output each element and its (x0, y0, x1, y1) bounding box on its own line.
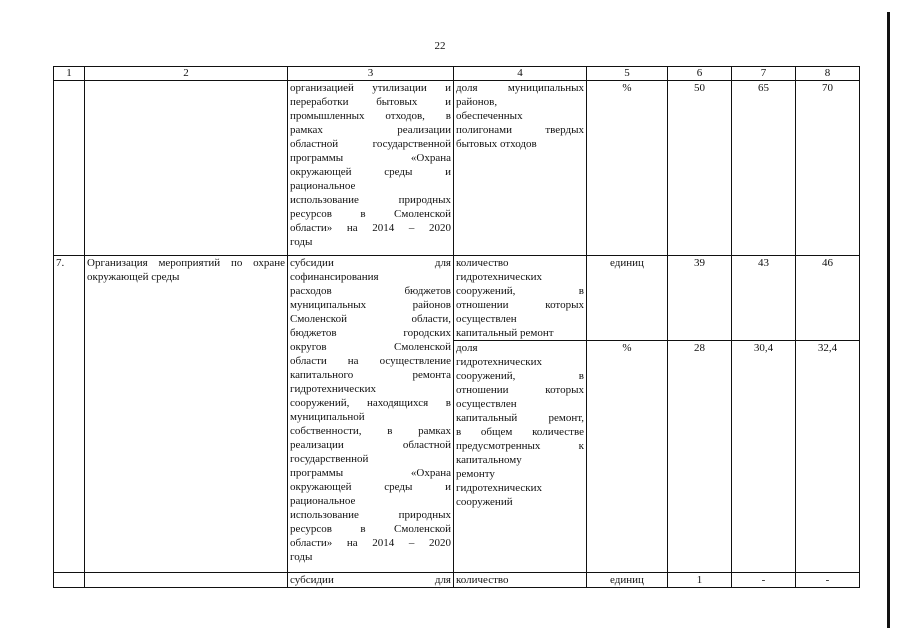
text-line: ресурсов в Смоленской (290, 523, 451, 535)
text-line: промышленных отходов, в (290, 110, 451, 122)
text-line: государственной (290, 453, 369, 465)
text-line: капитальный ремонт, (456, 412, 584, 424)
text-line: ремонту (456, 468, 495, 480)
text-line: капитальному (456, 454, 522, 466)
text-line: обеспеченных (456, 110, 523, 122)
header-cell: 2 (85, 67, 288, 81)
table-header-row (54, 67, 860, 81)
text-line: рациональное (290, 180, 356, 192)
text-line: предусмотренных к (456, 440, 584, 452)
text-line: количество (456, 574, 509, 586)
text-line: субсидии для (290, 574, 451, 586)
text-line: сооружений, в (456, 285, 584, 297)
description-cell (288, 81, 454, 256)
header-cell: 7 (732, 67, 796, 81)
text-line: осуществлен (456, 398, 517, 410)
indicator-cell (454, 341, 587, 573)
text-line: гидротехнических (290, 383, 376, 395)
text-line: в общем количестве (456, 426, 584, 438)
unit-cell: % (587, 81, 668, 256)
text-line: собственности, в рамках (290, 425, 451, 437)
text-line: окружающей среды и (290, 481, 451, 493)
text-line: области на осуществление (290, 355, 451, 367)
text-line: муниципальной (290, 411, 365, 423)
activity-name: Организация мероприятий по охране окружающей среды (87, 257, 285, 283)
text-line: отношении которых (456, 384, 584, 396)
row-number-cell (54, 81, 85, 256)
unit-cell: единиц (587, 256, 668, 341)
text-line: областной государственной (290, 138, 451, 150)
text-line: годы (290, 236, 313, 248)
value-cell: - (796, 573, 860, 588)
text-line: районов, (456, 96, 498, 108)
unit-cell: % (587, 341, 668, 573)
text-line: использование природных (290, 194, 451, 206)
header-cell: 6 (668, 67, 732, 81)
text-line: ресурсов в Смоленской (290, 208, 451, 220)
activity-name-cell (85, 573, 288, 588)
text-line: использование природных (290, 509, 451, 521)
text-line: программы «Охрана (290, 467, 451, 479)
text-line: расходов бюджетов (290, 285, 451, 297)
description-cell (288, 573, 454, 588)
text-line: гидротехнических (456, 271, 542, 283)
text-line: округов Смоленской (290, 341, 451, 353)
right-margin-rule (887, 12, 890, 628)
text-line: муниципальных районов (290, 299, 451, 311)
row-number-cell: 7. (54, 256, 85, 573)
program-table (53, 66, 860, 588)
value-cell: 1 (668, 573, 732, 588)
text-line: бюджетов городских (290, 327, 451, 339)
value-cell: 39 (668, 256, 732, 341)
indicator-cell (454, 256, 587, 341)
table-row (54, 256, 860, 341)
header-cell: 3 (288, 67, 454, 81)
value-cell: 46 (796, 256, 860, 341)
header-cell: 4 (454, 67, 587, 81)
indicator-cell (454, 573, 587, 588)
text-line: бытовых отходов (456, 138, 537, 150)
text-line: окружающей среды и (290, 166, 451, 178)
value-cell: 30,4 (732, 341, 796, 573)
text-line: капитального ремонта (290, 369, 451, 381)
text-line: рамках реализации (290, 124, 451, 136)
indicator-cell (454, 81, 587, 256)
value-cell: 43 (732, 256, 796, 341)
activity-name-cell (85, 256, 288, 573)
value-cell: 32,4 (796, 341, 860, 573)
value-cell: 65 (732, 81, 796, 256)
text-line: сооружений, в (456, 370, 584, 382)
row-number-cell (54, 573, 85, 588)
text-line: Смоленской области, (290, 313, 451, 325)
text-line: области» на 2014 – 2020 (290, 222, 451, 234)
text-line: области» на 2014 – 2020 (290, 537, 451, 549)
text-line: осуществлен (456, 313, 517, 325)
text-line: сооружений, находящихся в (290, 397, 451, 409)
text-line: субсидии для (290, 257, 451, 269)
text-line: реализации областной (290, 439, 451, 451)
text-line: программы «Охрана (290, 152, 451, 164)
table-row (54, 573, 860, 588)
text-line: доля (456, 342, 478, 354)
text-line: гидротехнических (456, 482, 542, 494)
text-line: организацией утилизации и (290, 82, 451, 94)
value-cell: 50 (668, 81, 732, 256)
description-cell (288, 256, 454, 573)
text-line: полигонами твердых (456, 124, 584, 136)
text-line: капитальный ремонт (456, 327, 554, 339)
table-row (54, 81, 860, 256)
text-line: рациональное (290, 495, 356, 507)
text-line: софинансирования (290, 271, 379, 283)
activity-name-cell (85, 81, 288, 256)
text-line: количество (456, 257, 509, 269)
unit-cell: единиц (587, 573, 668, 588)
header-cell: 1 (54, 67, 85, 81)
value-cell: - (732, 573, 796, 588)
header-cell: 5 (587, 67, 668, 81)
text-line: годы (290, 551, 313, 563)
header-cell: 8 (796, 67, 860, 81)
text-line: доля муниципальных (456, 82, 584, 94)
text-line: переработки бытовых и (290, 96, 451, 108)
page-number: 22 (434, 40, 446, 52)
text-line: сооружений (456, 496, 513, 508)
text-line: гидротехнических (456, 356, 542, 368)
text-line: отношении которых (456, 299, 584, 311)
value-cell: 70 (796, 81, 860, 256)
value-cell: 28 (668, 341, 732, 573)
